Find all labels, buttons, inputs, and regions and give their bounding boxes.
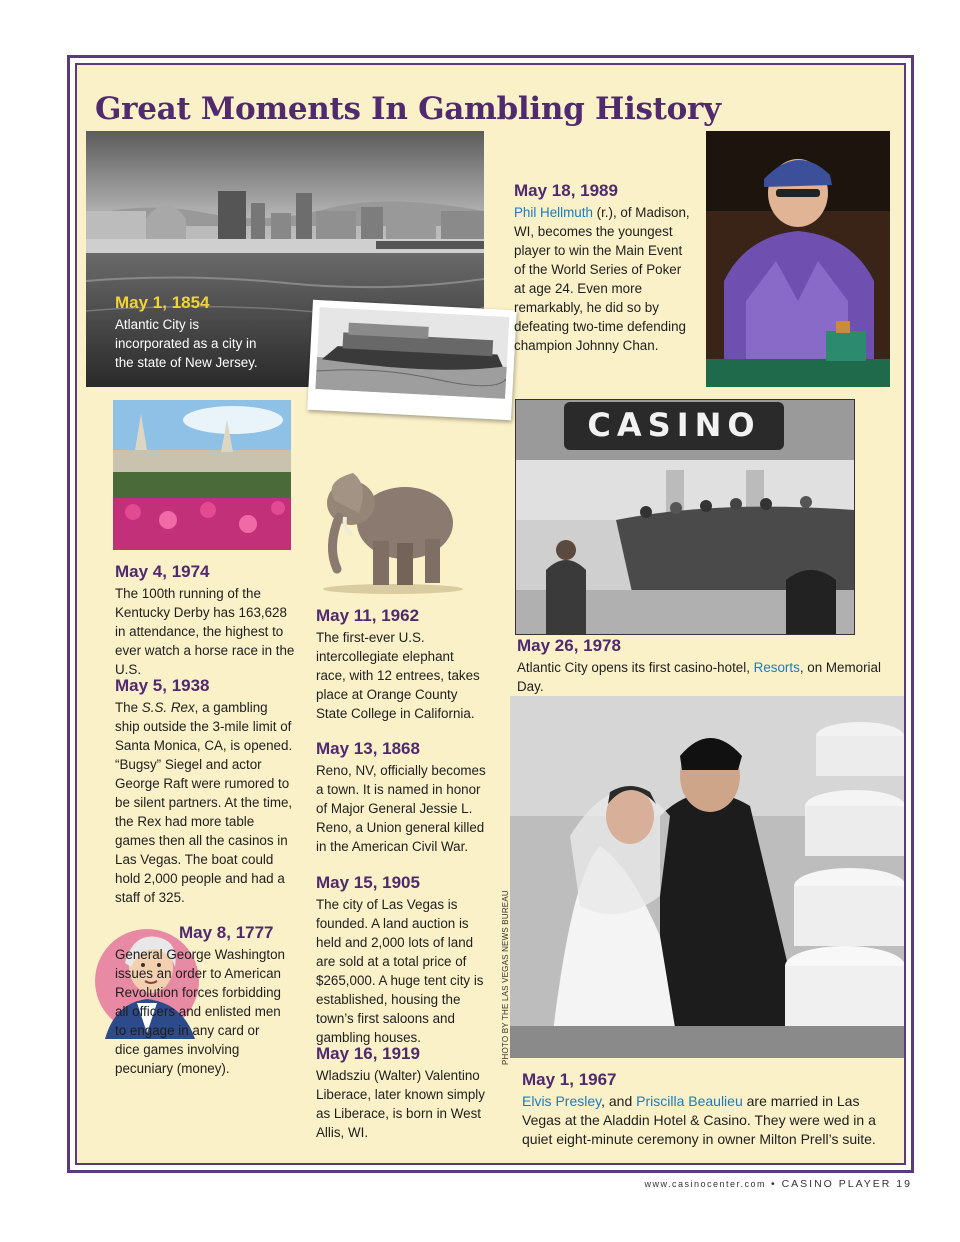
entry-date: May 1, 1854 [115, 293, 210, 312]
elvis-presley-link[interactable]: Elvis Presley [522, 1093, 602, 1109]
content-panel [75, 63, 906, 1165]
page-title: Great Moments In Gambling History [95, 91, 721, 127]
entry-date: May 8, 1777 [179, 923, 274, 942]
entry-text: Reno, NV, officially becomes a town. It is named in honor of Major General Jessie L. Reno, a Union general killed in the American Civil War. [316, 763, 486, 854]
entry-may-4-1974 [115, 562, 295, 679]
ss-rex-ship-photo [307, 300, 516, 421]
entry-text: Phil Hellmuth (r.), of Madison, WI, becomes the youngest player to win the Main Event of the World Series of Poker at age 24. Even more remarkably, he did so by defeating two-time defending champion Johnny Chan. [514, 205, 690, 353]
entry-text: The S.S. Rex, a gambling ship outside the 3-mile limit of Santa Monica, CA, is opened. “Bugsy” Siegel and actor George Raft were rumored to be silent partners. At the time, the Rex had more table games then all the casinos in Las Vegas. The boat could hold 2,000 people and had a staff of 325. [115, 700, 293, 905]
entry-text: The first-ever U.S. intercollegiate elephant race, with 12 entrees, takes place at Orange County State College in California. [316, 630, 480, 721]
entry-may-13-1868 [316, 739, 486, 856]
entry-date: May 4, 1974 [115, 562, 210, 581]
entry-date: May 5, 1938 [115, 676, 210, 695]
entry-date: May 15, 1905 [316, 873, 420, 892]
kentucky-derby-photo [113, 400, 291, 550]
entry-text: Wladsziu (Walter) Valentino Liberace, later known simply as Liberace, is born in West Allis, WI. [316, 1068, 485, 1140]
entry-may-1-1854 [115, 293, 275, 372]
entry-date: May 1, 1967 [522, 1070, 617, 1089]
elephant-illustration [313, 451, 473, 595]
entry-date: May 26, 1978 [517, 636, 621, 655]
entry-date: May 18, 1989 [514, 181, 618, 200]
entry-may-11-1962 [316, 606, 486, 723]
footer-url[interactable]: www.casinocenter.com [644, 1179, 767, 1189]
entry-may-5-1938 [115, 676, 295, 907]
entry-text: The city of Las Vegas is founded. A land auction is held and 2,000 lots of land are sold at a total price of $265,000. A huge tent city is established, housing the town’s first saloons and gambling houses. [316, 897, 484, 1045]
photo-credit: PHOTO BY THE LAS VEGAS NEWS BUREAU [501, 890, 510, 1065]
entry-may-26-1978 [517, 636, 897, 696]
entry-may-8-1777 [115, 923, 285, 1078]
casino-sign: CASINO [587, 406, 761, 444]
resorts-link[interactable]: Resorts [753, 660, 800, 675]
entry-date: May 16, 1919 [316, 1044, 420, 1063]
entry-text: Elvis Presley, and Priscilla Beaulieu are married in Las Vegas at the Aladdin Hotel & Casino. They were wed in a quiet eight-minute ceremony in owner Milton Prell’s suite. [522, 1093, 876, 1147]
footer-magazine: CASINO PLAYER 19 [781, 1178, 912, 1190]
page-border [67, 55, 914, 1173]
entry-text: General George Washington issues an order to American Revolution forces forbidding all officers and enlisted men to engage in any card or dice games involving pecuniary (money). [115, 947, 285, 1076]
priscilla-beaulieu-link[interactable]: Priscilla Beaulieu [636, 1093, 743, 1109]
entry-may-18-1989 [514, 181, 692, 355]
entry-text: Atlantic City opens its first casino-hotel, Resorts, on Memorial Day. [517, 660, 881, 694]
entry-may-1-1967 [522, 1070, 892, 1149]
footer-separator: • [770, 1178, 777, 1190]
entry-text: Atlantic City is incorporated as a city in the state of New Jersey. [115, 317, 258, 370]
casino-crowd-photo [515, 399, 855, 635]
phil-hellmuth-link[interactable]: Phil Hellmuth [514, 205, 593, 220]
page-footer [644, 1178, 912, 1190]
entry-may-16-1919 [316, 1044, 486, 1142]
entry-may-15-1905 [316, 873, 490, 1047]
entry-text: The 100th running of the Kentucky Derby has 163,628 in attendance, the highest to ever watch a horse race in the U.S. [115, 586, 295, 677]
entry-date: May 13, 1868 [316, 739, 420, 758]
phil-hellmuth-photo [706, 131, 890, 387]
elvis-wedding-photo [510, 696, 904, 1058]
entry-date: May 11, 1962 [316, 606, 420, 625]
